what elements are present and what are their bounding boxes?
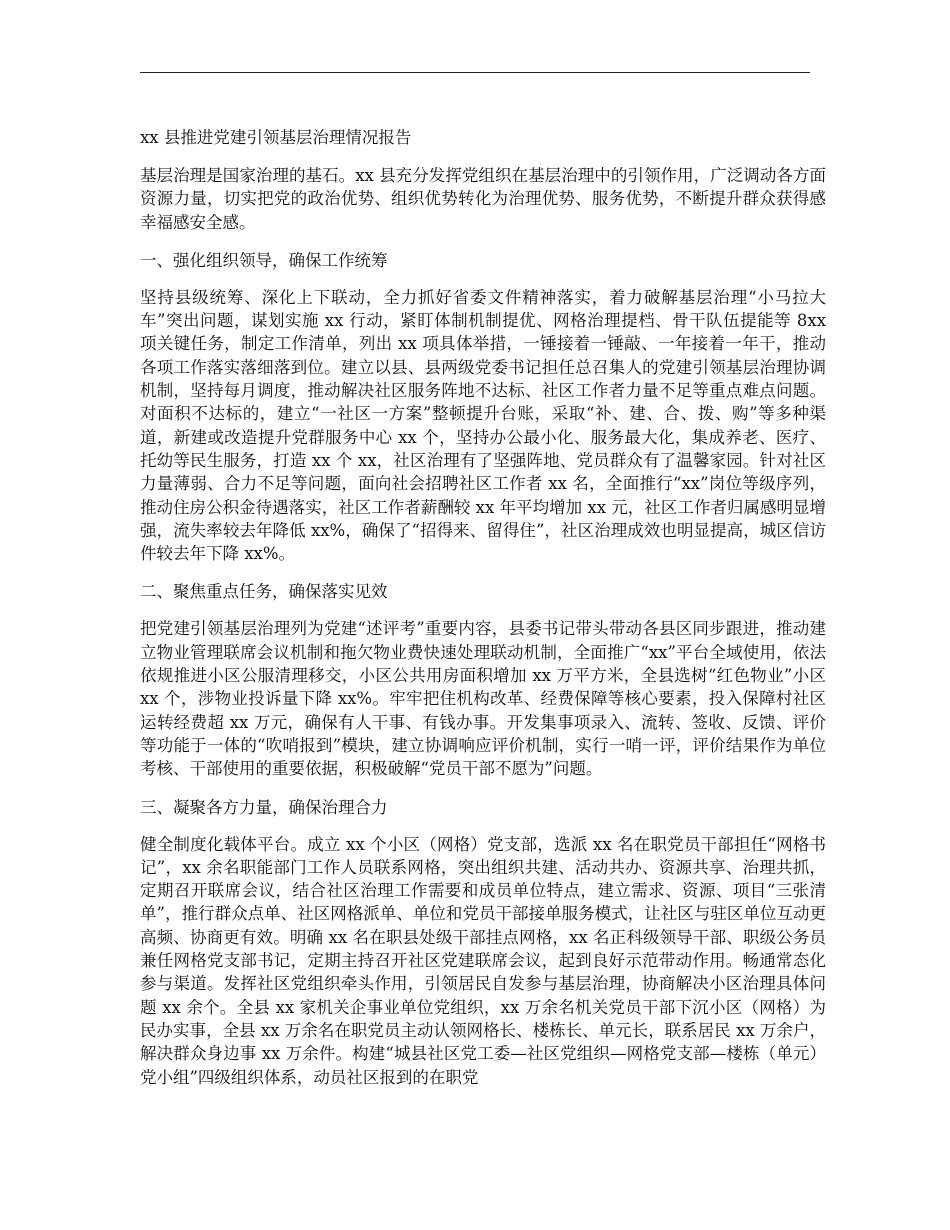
document-body bbox=[140, 126, 826, 1104]
section-3-paragraph: 健全制度化载体平台。成立 xx 个小区（网格）党支部，选派 xx 名在职党员干部担任“网格书记”，xx 余名职能部门工作人员联系网格，突出组织共建、活动共办、资源共享、治理共抓，定期召开联席会议，结合社区治理工作需要和成员单位特点，建立需求、资源、项目“三张清单”，推行群众点单、社区网格派单、单位和党员干部接单服务模式，让社区与驻区单位互动更高频、协商更有效。明确 xx 名在职县处级干部挂点网格，xx 名正科级领导干部、职级公务员兼任网格党支部书记，定期主持召开社区党建联席会议，起到良好示范带动作用。畅通常态化参与渠道。发挥社区党组织牵头作用，引领居民自发参与基层治理，协商解决小区治理具体问题 xx 余个。全县 xx 家机关企事业单位党组织，xx 万余名机关党员干部下沉小区（网格）为民办实事，全县 xx 万余名在职党员主动认领网格长、楼栋长、单元长，联系居民 xx 万余户，解决群众身边事 xx 万余件。构建“城县社区党工委—社区党组织—网格党支部—楼栋（单元）党小组”四级组织体系，动员社区报到的在职党 bbox=[140, 834, 826, 1087]
section-2-heading: 二、聚焦重点任务，确保落实见效 bbox=[140, 582, 388, 602]
section-2-paragraph: 把党建引领基层治理列为党建“述评考”重要内容，县委书记带头带动各县区同步跟进，推动建立物业管理联席会议机制和拖欠物业费快速处理联动机制，全面推广“xx”平台全域使用，依法依规推进小区公服清理移交，小区公共用房面积增加 xx 万平方米，全县选树“红色物业”小区 xx 个，涉物业投诉量下降 xx%。牢牢把住机构改革、经费保障等核心要素，投入保障村社区运转经费超 xx 万元，确保有人干事、有钱办事。开发集事项录入、流转、签收、反馈、评价等功能于一体的“吹哨报到”模块，建立协调响应评价机制，实行一哨一评，评价结果作为单位考核、干部使用的重要依据，积极破解“党员干部不愿为”问题。 bbox=[140, 619, 826, 779]
section-1-heading: 一、强化组织领导，确保工作统筹 bbox=[140, 250, 388, 270]
section-3-heading: 三、凝聚各方力量，确保治理合力 bbox=[140, 797, 388, 817]
section-1-paragraph: 坚持县级统筹、深化上下联动，全力抓好省委文件精神落实，着力破解基层治理“小马拉大车”突出问题，谋划实施 xx 行动，紧盯体制机制提优、网格治理提档、骨干队伍提能等 8xx 项关键任务，制定工作清单，列出 xx 项具体举措，一锤接着一锤敲、一年接着一年干，推动各项工作落实落细落到位。建立以县、县两级党委书记担任总召集人的党建引领基层治理协调机制，坚持每月调度，推动解决社区服务阵地不达标、社区工作者力量不足等重点难点问题。对面积不达标的，建立“一社区一方案”整顿提升台账，采取“补、建、合、拨、购”等多种渠道，新建或改造提升党群服务中心 xx 个，坚持办公最小化、服务最大化，集成养老、医疗、托幼等民生服务，打造 xx 个 xx，社区治理有了坚强阵地、党员群众有了温馨家园。针对社区力量薄弱、合力不足等问题，面向社会招聘社区工作者 xx 名，全面推行“xx”岗位等级序列，推动住房公积金待遇落实，社区工作者薪酬较 xx 年平均增加 xx 元，社区工作者归属感明显增强，流失率较去年降低 xx%，确保了“招得来、留得住”，社区治理成效也明显提高，城区信访件较去年下降 xx%。 bbox=[140, 287, 826, 564]
document-title: xx 县推进党建引领基层治理情况报告 bbox=[140, 128, 412, 147]
intro-paragraph: 基层治理是国家治理的基石。xx 县充分发挥党组织在基层治理中的引领作用，广泛调动各方面资源力量，切实把党的政治优势、组织优势转化为治理优势、服务优势，不断提升群众获得感幸福感安全感。 bbox=[140, 166, 826, 232]
header-rule bbox=[140, 72, 810, 73]
